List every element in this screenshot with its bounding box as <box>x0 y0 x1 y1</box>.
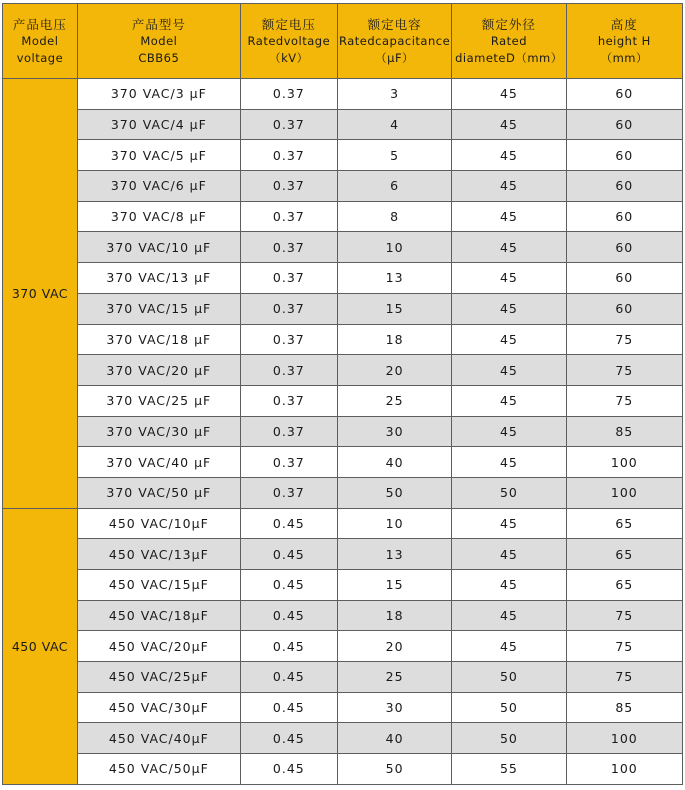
capacitance-cell: 50 <box>337 477 451 508</box>
diameter-cell: 45 <box>452 385 566 416</box>
capacitor-spec-table <box>2 3 683 785</box>
table-row <box>3 723 683 754</box>
table-row <box>3 570 683 601</box>
header-rated-voltage-cn: 额定电压 <box>261 16 316 32</box>
rated-voltage-cell: 0.45 <box>240 692 337 723</box>
table-row <box>3 232 683 263</box>
table-row <box>3 79 683 110</box>
capacitance-cell: 40 <box>337 723 451 754</box>
capacitance-cell: 13 <box>337 263 451 294</box>
header-model-cn: 产品型号 <box>131 16 186 32</box>
capacitance-cell: 13 <box>337 539 451 570</box>
table-row <box>3 263 683 294</box>
header-rated-capacitance-cn: 额定电容 <box>367 16 422 32</box>
rated-voltage-cell: 0.37 <box>240 201 337 232</box>
capacitance-cell: 15 <box>337 570 451 601</box>
capacitance-cell: 5 <box>337 140 451 171</box>
header-rated-diameter <box>452 4 566 79</box>
header-model-voltage <box>3 4 78 79</box>
rated-voltage-cell: 0.45 <box>240 600 337 631</box>
model-cell: 370 VAC/25 μF <box>77 385 240 416</box>
diameter-cell: 45 <box>452 324 566 355</box>
diameter-cell: 45 <box>452 79 566 110</box>
height-cell: 60 <box>566 232 682 263</box>
rated-voltage-cell: 0.37 <box>240 109 337 140</box>
model-cell: 370 VAC/4 μF <box>77 109 240 140</box>
table-row <box>3 324 683 355</box>
header-model <box>77 4 240 79</box>
rated-voltage-cell: 0.37 <box>240 416 337 447</box>
diameter-cell: 50 <box>452 477 566 508</box>
model-cell: 370 VAC/18 μF <box>77 324 240 355</box>
model-cell: 450 VAC/30μF <box>77 692 240 723</box>
model-cell: 450 VAC/18μF <box>77 600 240 631</box>
height-cell: 60 <box>566 109 682 140</box>
model-cell: 370 VAC/10 μF <box>77 232 240 263</box>
model-cell: 450 VAC/20μF <box>77 631 240 662</box>
rated-voltage-cell: 0.37 <box>240 232 337 263</box>
height-cell: 60 <box>566 263 682 294</box>
diameter-cell: 45 <box>452 109 566 140</box>
height-cell: 75 <box>566 355 682 386</box>
header-rated-diameter-en1: Rated <box>490 33 528 48</box>
diameter-cell: 50 <box>452 662 566 693</box>
header-rated-voltage <box>240 4 337 79</box>
header-model-voltage-en2: voltage <box>16 50 64 65</box>
rated-voltage-cell: 0.45 <box>240 754 337 785</box>
table-row <box>3 385 683 416</box>
diameter-cell: 45 <box>452 539 566 570</box>
height-cell: 60 <box>566 171 682 202</box>
header-rated-capacitance-en1: Ratedcapacitance <box>339 33 451 48</box>
table-row <box>3 692 683 723</box>
model-cell: 450 VAC/50μF <box>77 754 240 785</box>
rated-voltage-cell: 0.37 <box>240 324 337 355</box>
table-row <box>3 355 683 386</box>
header-height-en2: （mm） <box>600 50 648 65</box>
capacitance-cell: 25 <box>337 385 451 416</box>
model-cell: 370 VAC/15 μF <box>77 293 240 324</box>
diameter-cell: 45 <box>452 600 566 631</box>
diameter-cell: 55 <box>452 754 566 785</box>
table-row <box>3 171 683 202</box>
height-cell: 75 <box>566 662 682 693</box>
table-row <box>3 477 683 508</box>
model-cell: 370 VAC/20 μF <box>77 355 240 386</box>
header-rated-capacitance-en2: （μF） <box>375 50 415 65</box>
capacitance-cell: 10 <box>337 508 451 539</box>
diameter-cell: 45 <box>452 631 566 662</box>
model-cell: 370 VAC/50 μF <box>77 477 240 508</box>
rated-voltage-cell: 0.37 <box>240 447 337 478</box>
diameter-cell: 50 <box>452 692 566 723</box>
capacitance-cell: 6 <box>337 171 451 202</box>
table-row <box>3 600 683 631</box>
capacitance-cell: 50 <box>337 754 451 785</box>
header-height-cn: 高度 <box>610 16 638 32</box>
table-row <box>3 447 683 478</box>
model-cell: 450 VAC/40μF <box>77 723 240 754</box>
capacitance-cell: 4 <box>337 109 451 140</box>
rated-voltage-cell: 0.45 <box>240 508 337 539</box>
diameter-cell: 45 <box>452 355 566 386</box>
table-header <box>3 4 683 79</box>
model-cell: 370 VAC/3 μF <box>77 79 240 110</box>
height-cell: 100 <box>566 723 682 754</box>
height-cell: 100 <box>566 447 682 478</box>
capacitance-cell: 15 <box>337 293 451 324</box>
table-row <box>3 539 683 570</box>
height-cell: 65 <box>566 539 682 570</box>
diameter-cell: 45 <box>452 416 566 447</box>
capacitance-cell: 30 <box>337 692 451 723</box>
height-cell: 100 <box>566 477 682 508</box>
header-rated-diameter-en2: diameteD（mm） <box>455 50 563 65</box>
model-cell: 450 VAC/10μF <box>77 508 240 539</box>
rated-voltage-cell: 0.37 <box>240 477 337 508</box>
capacitance-cell: 20 <box>337 355 451 386</box>
table-row <box>3 109 683 140</box>
diameter-cell: 45 <box>452 447 566 478</box>
header-rated-voltage-en2: （kV） <box>269 50 309 65</box>
rated-voltage-cell: 0.37 <box>240 293 337 324</box>
rated-voltage-cell: 0.45 <box>240 631 337 662</box>
table-row <box>3 140 683 171</box>
header-model-en2: CBB65 <box>138 50 180 65</box>
rated-voltage-cell: 0.45 <box>240 570 337 601</box>
header-height-en1: height H <box>597 33 651 48</box>
rated-voltage-cell: 0.37 <box>240 79 337 110</box>
height-cell: 75 <box>566 600 682 631</box>
capacitance-cell: 40 <box>337 447 451 478</box>
capacitance-cell: 25 <box>337 662 451 693</box>
diameter-cell: 45 <box>452 293 566 324</box>
table-row <box>3 416 683 447</box>
rated-voltage-cell: 0.37 <box>240 140 337 171</box>
height-cell: 85 <box>566 692 682 723</box>
capacitance-cell: 30 <box>337 416 451 447</box>
header-model-voltage-en1: Model <box>21 33 59 48</box>
header-rated-diameter-cn: 额定外径 <box>481 16 536 32</box>
header-model-voltage-cn: 产品电压 <box>12 16 67 32</box>
height-cell: 60 <box>566 140 682 171</box>
height-cell: 65 <box>566 570 682 601</box>
diameter-cell: 45 <box>452 263 566 294</box>
table-row <box>3 631 683 662</box>
model-cell: 450 VAC/13μF <box>77 539 240 570</box>
table-row <box>3 508 683 539</box>
height-cell: 60 <box>566 201 682 232</box>
capacitance-cell: 8 <box>337 201 451 232</box>
height-cell: 75 <box>566 324 682 355</box>
diameter-cell: 45 <box>452 570 566 601</box>
table-row <box>3 293 683 324</box>
table-row <box>3 754 683 785</box>
capacitance-cell: 20 <box>337 631 451 662</box>
rated-voltage-cell: 0.37 <box>240 171 337 202</box>
header-row <box>3 4 683 79</box>
diameter-cell: 45 <box>452 232 566 263</box>
header-height <box>566 4 682 79</box>
model-cell: 450 VAC/25μF <box>77 662 240 693</box>
capacitance-cell: 18 <box>337 600 451 631</box>
header-model-en1: Model <box>140 33 178 48</box>
height-cell: 60 <box>566 79 682 110</box>
height-cell: 60 <box>566 293 682 324</box>
model-cell: 370 VAC/13 μF <box>77 263 240 294</box>
rated-voltage-cell: 0.37 <box>240 355 337 386</box>
model-cell: 370 VAC/40 μF <box>77 447 240 478</box>
height-cell: 85 <box>566 416 682 447</box>
rated-voltage-cell: 0.45 <box>240 539 337 570</box>
capacitance-cell: 10 <box>337 232 451 263</box>
height-cell: 75 <box>566 385 682 416</box>
model-cell: 370 VAC/8 μF <box>77 201 240 232</box>
diameter-cell: 45 <box>452 140 566 171</box>
rated-voltage-cell: 0.45 <box>240 662 337 693</box>
table-row <box>3 662 683 693</box>
voltage-group-label: 450 VAC <box>3 508 78 784</box>
model-cell: 370 VAC/6 μF <box>77 171 240 202</box>
diameter-cell: 45 <box>452 201 566 232</box>
rated-voltage-cell: 0.37 <box>240 263 337 294</box>
diameter-cell: 45 <box>452 171 566 202</box>
height-cell: 100 <box>566 754 682 785</box>
rated-voltage-cell: 0.37 <box>240 385 337 416</box>
rated-voltage-cell: 0.45 <box>240 723 337 754</box>
height-cell: 65 <box>566 508 682 539</box>
voltage-group-label: 370 VAC <box>3 79 78 509</box>
diameter-cell: 50 <box>452 723 566 754</box>
table-row <box>3 201 683 232</box>
model-cell: 450 VAC/15μF <box>77 570 240 601</box>
header-rated-capacitance <box>337 4 451 79</box>
height-cell: 75 <box>566 631 682 662</box>
capacitance-cell: 18 <box>337 324 451 355</box>
model-cell: 370 VAC/30 μF <box>77 416 240 447</box>
table-body <box>3 79 683 785</box>
diameter-cell: 45 <box>452 508 566 539</box>
capacitance-cell: 3 <box>337 79 451 110</box>
header-rated-voltage-en1: Ratedvoltage <box>247 33 331 48</box>
model-cell: 370 VAC/5 μF <box>77 140 240 171</box>
